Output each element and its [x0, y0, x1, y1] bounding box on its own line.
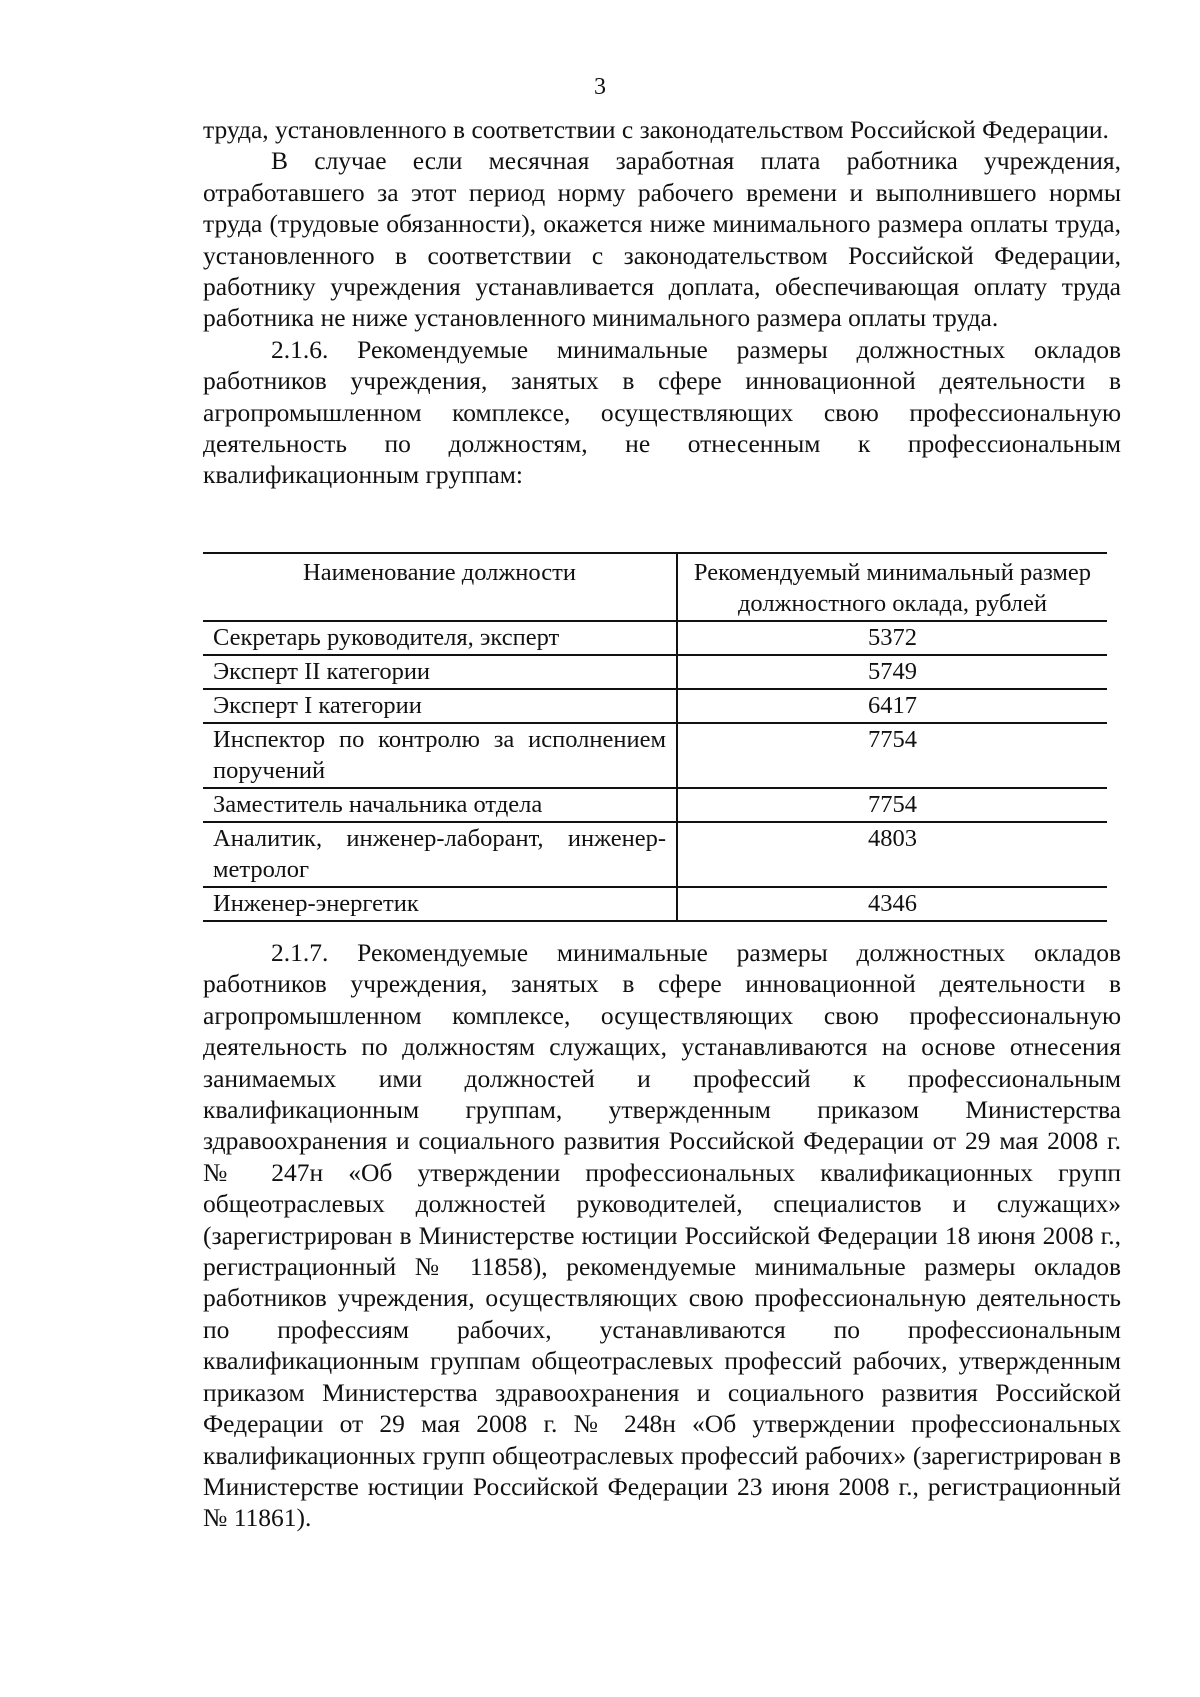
salary-cell: 7754: [677, 723, 1107, 788]
salary-cell: 4346: [677, 887, 1107, 921]
position-name-cell: Аналитик, инженер-лаборант, инженер-метролог: [203, 822, 677, 887]
table-row: [203, 621, 1107, 655]
table-row: [203, 887, 1107, 921]
position-name-cell: Заместитель начальника отдела: [203, 788, 677, 822]
salary-cell: 7754: [677, 788, 1107, 822]
header-position-name: Наименование должности: [203, 553, 677, 621]
paragraph-2-1-7: 2.1.7. Рекомендуемые минимальные размеры должностных окладов работников учреждения, занятых в сфере инновационной деятельности в агропромышленном комплексе, осуществляющих свою профессиональную деятельность по должностям служащих, устанавливаются на основе отнесения занимаемых ими должностей и профессий к профессиональным квалификационным группам, утвержденным приказом Министерства здравоохранения и социального развития Российской Федерации от 29 мая 2008 г. № 247н «Об утверждении профессиональных квалификационных групп общеотраслевых должностей руководителей, специалистов и служащих» (зарегистрирован в Министерстве юстиции Российской Федерации 18 июня 2008 г., регистрационный № 11858), рекомендуемые минимальные размеры окладов работников учреждения, осуществляющих свою профессиональную деятельность по профессиям рабочих, устанавливаются по профессиональным квалификационным группам общеотраслевых профессий рабочих, утвержденным приказом Министерства здравоохранения и социального развития Российской Федерации от 29 мая 2008 г. № 248н «Об утверждении профессиональных квалификационных групп общеотраслевых профессий рабочих» (зарегистрирован в Министерстве юстиции Российской Федерации 23 июня 2008 г., регистрационный № 11861).: [203, 938, 1121, 1533]
section-2-1-7-block: [203, 937, 1121, 1534]
position-name-cell: Инженер-энергетик: [203, 887, 677, 921]
salary-cell: 6417: [677, 689, 1107, 723]
header-recommended-salary: Рекомендуемый минимальный размер должностного оклада, рублей: [677, 553, 1107, 621]
paragraph-2-1-6: 2.1.6. Рекомендуемые минимальные размеры должностных окладов работников учреждения, занятых в сфере инновационной деятельности в агропромышленном комплексе, осуществляющих свою профессиональную деятельность по должностям, не отнесенным к профессиональным квалификационным группам:: [203, 334, 1121, 490]
intro-text-block: [203, 114, 1121, 491]
table-header-row: [203, 553, 1107, 621]
paragraph-continuation: труда, установленного в соответствии с законодательством Российской Федерации.: [203, 115, 1109, 144]
position-name-cell: Эксперт II категории: [203, 655, 677, 689]
table-row: [203, 788, 1107, 822]
position-name-cell: Инспектор по контролю за исполнением поручений: [203, 723, 677, 788]
salary-cell: 5372: [677, 621, 1107, 655]
page-number: 3: [594, 74, 606, 100]
position-name-cell: Эксперт I категории: [203, 689, 677, 723]
salary-cell: 5749: [677, 655, 1107, 689]
table-row: [203, 822, 1107, 887]
position-name-cell: Секретарь руководителя, эксперт: [203, 621, 677, 655]
paragraph-minimum-wage: В случае если месячная заработная плата работника учреждения, отработавшего за этот период норму рабочего времени и выполнившего нормы труда (трудовые обязанности), окажется ниже минимального размера оплаты труда, установленного в соответствии с законодательством Российской Федерации, работнику учреждения устанавливается доплата, обеспечивающая оплату труда работника не ниже установленного минимального размера оплаты труда.: [203, 146, 1121, 333]
table-row: [203, 689, 1107, 723]
table-row: [203, 655, 1107, 689]
salary-table: [203, 552, 1107, 922]
salary-cell: 4803: [677, 822, 1107, 887]
table-row: [203, 723, 1107, 788]
